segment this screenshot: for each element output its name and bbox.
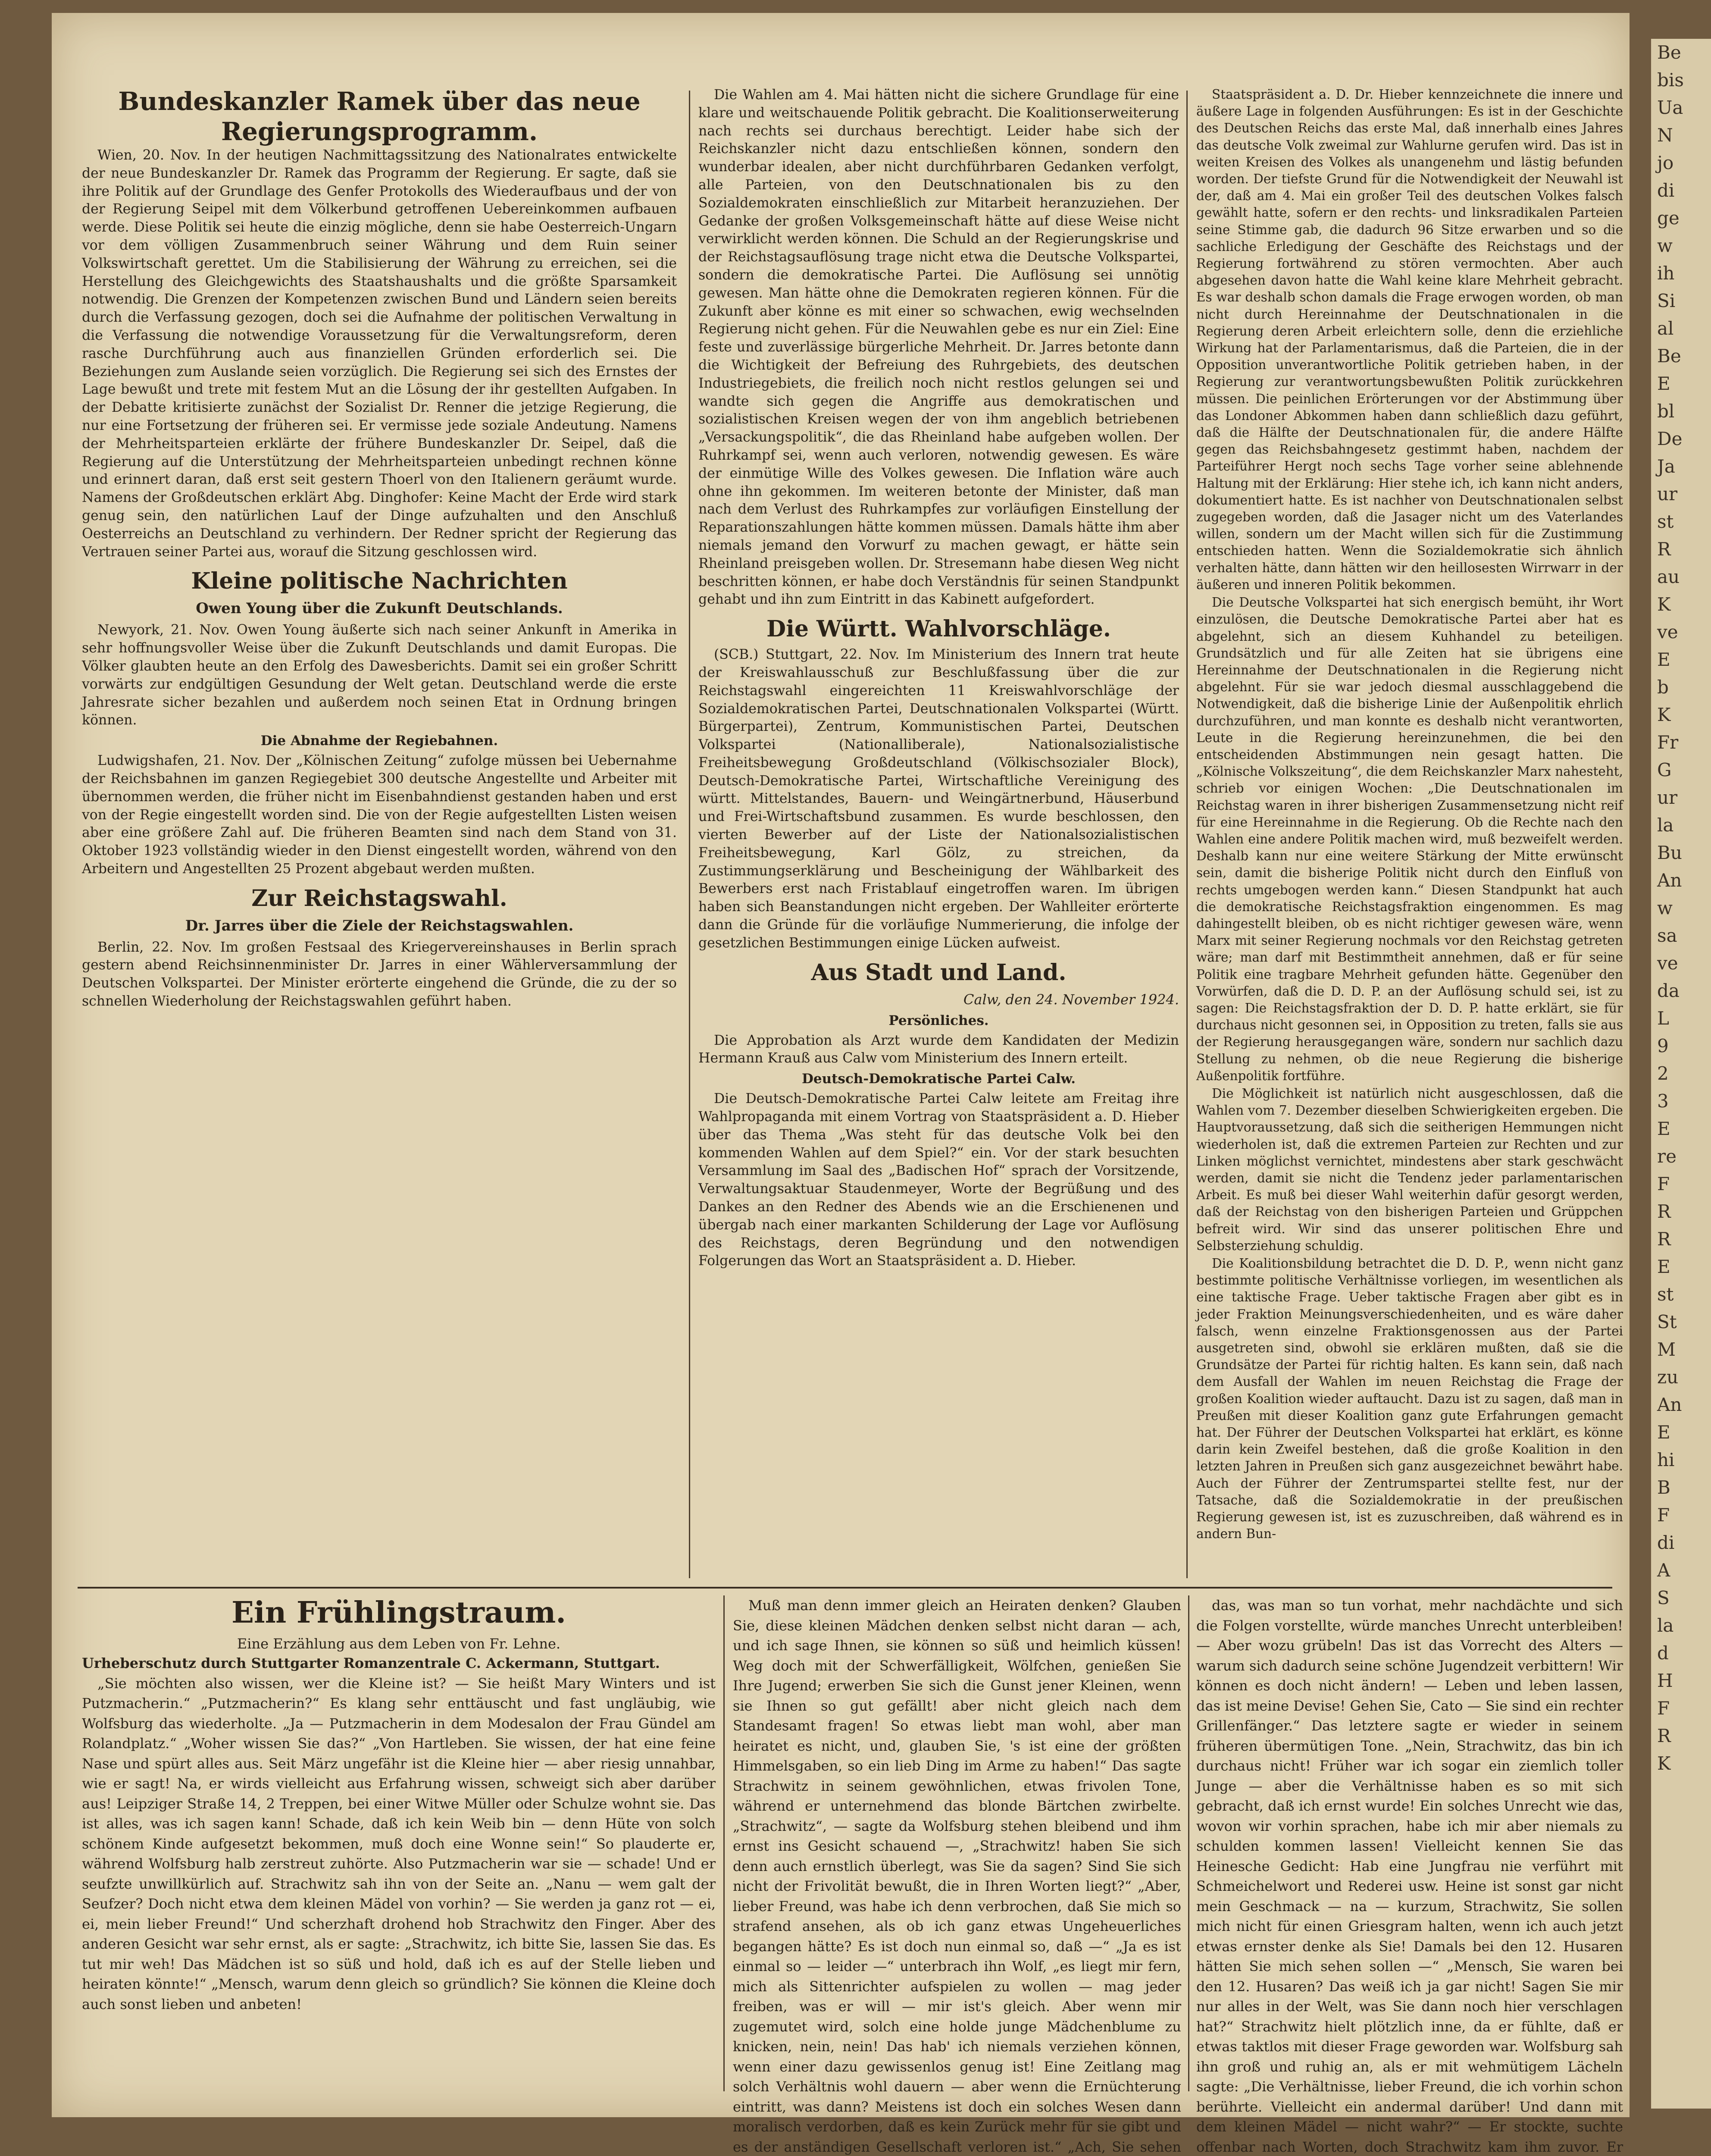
adjacent-page-fragment: la bbox=[1657, 815, 1674, 836]
adjacent-page-fragment: R bbox=[1657, 1725, 1671, 1746]
adjacent-page-fragment: Si bbox=[1657, 290, 1676, 311]
adjacent-page-fragment: Be bbox=[1657, 42, 1681, 63]
adjacent-page-fragment: au bbox=[1657, 566, 1680, 587]
adjacent-page-fragment: hi bbox=[1657, 1449, 1675, 1470]
adjacent-page-fragment: 9 bbox=[1657, 1035, 1669, 1056]
adjacent-page-fragment: d bbox=[1657, 1642, 1669, 1664]
story-divider-1 bbox=[723, 1595, 725, 2091]
adjacent-page-fragment: F bbox=[1657, 1698, 1670, 1719]
article-hieber-4: Die Koalitionsbildung betrachtet die D. D. P., wenn nicht ganz bestimmte politische Verhältnisse vorliegen, im wesentlichen als eine taktische Frage. Ueber taktische Fragen aber gibt es in jeder Fraktion Meinungsverschiedenheiten, und es wäre daher falsch, wenn einzelne Fraktionsgenossen aus der Partei ausgetreten sind, obwohl sie erklären mußten, daß sie die Grundsätze der Partei für richtig halten. Es kann sein, daß nach dem Ausfall der Wahlen im neuen Reichstag die Frage der großen Koalition wieder auftaucht. Dazu ist zu sagen, daß man in Preußen mit dieser Koalition ganz gute Erfahrungen gemacht hat. Der Führer der Deutschen Volkspartei hat erklärt, es könne darin kein Zweifel bestehen, daß die große Koalition in den letzten Jahren in Preußen sich ganz ausgezeichnet bewährt habe. Auch der Führer der Zentrumspartei stellte fest, nur der Tatsache, daß die Sozialdemokratie in der preußischen Regierung gewesen ist, ist es zuzuschreiben, daß während es in andern Bun- bbox=[1196, 1256, 1623, 1542]
column-1 bbox=[82, 86, 677, 1578]
adjacent-page-fragment: 2 bbox=[1657, 1063, 1669, 1084]
subheading-jarres: Dr. Jarres über die Ziele der Reichstagswahlen. bbox=[185, 917, 574, 934]
adjacent-page-fragment: N bbox=[1657, 125, 1673, 146]
adjacent-page-fragment: bis bbox=[1657, 69, 1684, 91]
adjacent-page-fragment: Bu bbox=[1657, 842, 1682, 863]
article-hieber-1: Staatspräsident a. D. Dr. Hieber kennzeichnete die innere und äußere Lage in folgenden Ausführungen: Es ist in der Geschichte des Deutschen Reichs das erste Mal, daß innerhalb eines Jahres das deutsche Volk zweimal zur Wahlurne gerufen wird. Das ist in weiten Kreisen des Volkes als unangenehm und lästig befunden worden. Der tiefste Grund für die Notwendigkeit der Neuwahl ist der, daß am 4. Mai ein großer Teil des deutschen Volkes falsch gewählt hatte, sofern er den rechts- und linksradikalen Parteien seine Stimme gab, die dadurch 96 Sitze erwarben und so die sachliche Erledigung der Geschäfte des Reichstags und der Regierung fortwährend zu stören vermochten. Aber auch abgesehen davon hatte die Wahl keine klare Mehrheit gebracht. Es war deshalb schon damals die Frage erwogen worden, ob man nicht durch Hereinnahme der Deutschnationalen in die Regierung deren Arbeit erleichtern solle, denn die erziehliche Wirkung hat der Parlamentarismus, daß die Parteien, die in der Opposition unverantwortliche Politik getrieben haben, in der Regierung zur verantwortungsbewußten Politik zurückkehren müssen. Die peinlichen Erörterungen vor der Abstimmung über das Londoner Abkommen haben dann schließlich dazu geführt, daß die Hälfte der Deutschnationalen für, die andere Hälfte gegen das Reichsbahngesetz gestimmt haben, nachdem der Parteiführer Hergt noch sechs Tage vorher seine ablehnende Haltung mit der Erklärung: Hier stehe ich, ich kann nicht anders, dokumentiert hatte. Es ist nachher von Deutschnationalen selbst zugegeben worden, daß die Jasager nicht um des Vaterlandes willen, sondern um der Macht willen sich für die Zustimmung entschieden hatten. Wenn die Sozialdemokratie sich ähnlich verhalten hätte, dann hätten wir den heillosesten Wirrwarr in der äußeren und inneren Politik bekommen. bbox=[1196, 87, 1623, 592]
headline-aus-stadt-und-land: Aus Stadt und Land. bbox=[811, 959, 1067, 986]
adjacent-page-fragment: Ua bbox=[1657, 97, 1683, 118]
adjacent-page-fragment: bl bbox=[1657, 401, 1675, 422]
adjacent-page-fragment: st bbox=[1657, 511, 1674, 532]
adjacent-page-fragment: E bbox=[1657, 1118, 1670, 1139]
article-ddp-calw: Die Deutsch-Demokratische Partei Calw leitete am Freitag ihre Wahlpropaganda mit einem Vortrag von Staatspräsident a. D. Hieber über das Thema „Was steht für das deutsche Volk bei den kommenden Wahlen auf dem Spiel?“ ein. Vor der stark besuchten Versammlung im Saal des „Badischen Hof“ sprach der Vorsitzende, Verwaltungsaktuar Staudenmeyer, Worte der Begrüßung und des Dankes an den Redner des Abends wie an die Erschienenen und übergab nach einer markanten Schilderung der Lage vor Auflösung des Reichstags, deren Begründung und den notwendigen Folgerungen das Wort an Staatspräsident a. D. Hieber. bbox=[698, 1091, 1179, 1269]
article-owen-young: Newyork, 21. Nov. Owen Young äußerte sich nach seiner Ankunft in Amerika in sehr hoffnungsvoller Weise über die Zukunft Deutschlands und damit Europas. Die Völker glaubten heute an den Erfolg des Dawesberichts. Damit sei ein großer Schritt vorwärts zur endgültigen Gesundung der Welt getan. Deutschland werde die erste Jahresrate sicher bezahlen und außerdem noch seinen Etat in Ordnung bringen können. bbox=[82, 622, 677, 728]
story-part-3: das, was man so tun vorhat, mehr nachdächte und sich die Folgen vorstellte, würde manches Unrecht unterbleiben! — Aber wozu grübeln! Das ist das Vorrecht des Alters — warum sich dadurch seine schöne Jugendzeit verbittern! Wir können es doch nicht ändern! — Leben und leben lassen, das ist meine Devise! Gehen Sie, Cato — Sie sind ein rechter Grillenfänger.“ Das letztere sagte er wieder in seinem früheren übermütigen Tone. „Nein, Strachwitz, das bin ich durchaus nicht! Früher war ich sogar ein ziemlich toller Junge — aber die Verhältnisse haben es so mit sich gebracht, daß ich ernst wurde! Ein solches Unrecht wie das, wovon wir vorhin sprachen, habe ich mir aber niemals zu schulden kommen lassen! Vielleicht kennen Sie das Heinesche Gedicht: Hab eine Jungfrau nie verführt mit Schmeichelwort und Rederei usw. Heine ist sonst gar nicht mein Geschmack — na — kurzum, Strachwitz, Sie sollen mich nicht für einen Griesgram halten, wenn ich auch jetzt etwas ernster denke als Sie! Damals bei den 12. Husaren hätten Sie mich sehen sollen —“ „Mensch, Sie waren bei den 12. Husaren? Das weiß ich ja gar nicht! Sagen Sie mir nur alles in der Welt, was Sie dann noch hier verschlagen hat?“ Strachwitz hielt plötzlich inne, da er fühlte, daß er etwas taktlos mit dieser Frage geworden war. Wolfsburg sah ihn groß und ruhig an, als er mit wehmütigem Lächeln sagte: „Die Verhältnisse, lieber Freund, die ich vorhin schon berührte. Vielleicht ein andermal darüber! Und dann mit dem kleinen Mädel — nicht wahr?“ — Er stockte, suchte offenbar nach Worten, doch Strachwitz kam ihm zuvor. Er bbox=[1196, 1597, 1623, 2155]
story-divider-2 bbox=[1188, 1595, 1189, 2091]
article-wahlvorschlaege: (SCB.) Stuttgart, 22. Nov. Im Ministerium des Innern trat heute der Kreiswahlausschuß zur Beschlußfassung über die zur Reichstagswahl eingereichten 11 Kreiswahlvorschläge der Sozialdemokratischen Partei, Deutschnationalen Volkspartei (Württ. Bürgerpartei), Zentrum, Kommunistischen Partei, Deutschen Volkspartei (Nationalliberale), Nationalsozialistische Freiheitsbewegung Großdeutschland (Völkischsozialer Block), Deutsch-Demokratische Partei, Wirtschaftliche Vereinigung des württ. Mittelstandes, Bauern- und Weingärtnerbund, Häuserbund und Frei-Wirtschaftsbund zusammen. Es wurde beschlossen, den vierten Bewerber auf der Liste der Nationalsozialistischen Freiheitsbewegung, Karl Gölz, zu streichen, da Zustimmungserklärung und Bescheinigung der Wählbarkeit des Bewerbers erst nach Fristablauf eingetroffen waren. Im übrigen haben sich Beanstandungen nicht ergeben. Der Wahlleiter erörterte dann die Gründe für die vorläufige Nummerierung, die infolge der gesetzlichen Bestimmungen einige Lücken aufweist. bbox=[698, 647, 1179, 951]
story-credit: Urheberschutz durch Stuttgarter Romanzentrale C. Ackermann, Stuttgart. bbox=[82, 1655, 660, 1671]
adjacent-page-fragment: K bbox=[1657, 1753, 1671, 1774]
story-column-1 bbox=[82, 1595, 716, 2091]
adjacent-page-fragment: ve bbox=[1657, 621, 1678, 642]
adjacent-page-fragment: ve bbox=[1657, 953, 1678, 974]
headline-kleine-nachrichten: Kleine politische Nachrichten bbox=[191, 568, 568, 595]
adjacent-page-fragment: An bbox=[1657, 1394, 1682, 1415]
adjacent-page-fragment: E bbox=[1657, 1422, 1670, 1443]
article-persoenliches: Die Approbation als Arzt wurde dem Kandidaten der Medizin Hermann Krauß aus Calw vom Ministerium des Innern erteilt. bbox=[698, 1032, 1179, 1066]
adjacent-page-fragment: K bbox=[1657, 704, 1671, 725]
adjacent-page-fragment: ur bbox=[1657, 787, 1678, 808]
adjacent-page-fragment: R bbox=[1657, 539, 1671, 560]
article-jarres: Berlin, 22. Nov. Im großen Festsaal des Kriegervereinshauses in Berlin sprach gestern abend Reichsinnenminister Dr. Jarres in einer Wählerversammlung der Deutschen Volkspartei. Der Minister erörterte eingehend die Gründe, die zu der so schnellen Wiederholung der Reichstagswahlen geführt haben. bbox=[82, 939, 677, 1009]
adjacent-page-edge bbox=[1651, 39, 1711, 2109]
adjacent-page-fragment: di bbox=[1657, 1532, 1675, 1553]
adjacent-page-fragment: B bbox=[1657, 1477, 1670, 1498]
adjacent-page-fragment: H bbox=[1657, 1670, 1673, 1691]
adjacent-page-fragment: sa bbox=[1657, 925, 1677, 946]
adjacent-page-fragment: E bbox=[1657, 649, 1670, 670]
adjacent-page-fragment: E bbox=[1657, 1256, 1670, 1277]
headline-wahlvorschlaege: Die Württ. Wahlvorschläge. bbox=[766, 616, 1111, 642]
adjacent-page-fragment: re bbox=[1657, 1146, 1677, 1167]
subheading-ddp-calw: Deutsch-Demokratische Partei Calw. bbox=[801, 1071, 1076, 1087]
subheading-regiebahnen: Die Abnahme der Regiebahnen. bbox=[260, 733, 498, 749]
story-part-2: Muß man denn immer gleich an Heiraten denken? Glauben Sie, diese kleinen Mädchen denken selbst nicht daran — ach, und ich sage Ihnen, sie können so süß und heimlich küssen! Weg doch mit der Schwerfälligkeit, Wölfchen, genießen Sie Ihre Jugend; erwerben Sie sich die Gunst jener Kleinen, wenn sie Ihnen so gut gefällt! aber nicht gleich nach dem Standesamt fragen! So etwas liebt man wohl, aber man heiratet es nicht, und, glauben Sie, 's ist eine der größten Himmelsgaben, so ein lieb Ding im Arme zu haben!“ Das sagte Strachwitz in seinem gewöhnlichen, etwas frivolen Tone, während er unternehmend das blonde Bärtchen zwirbelte. „Strachwitz“, — sagte da Wolfsburg stehen bleibend und ihm ernst ins Gesicht schauend —, „Strachwitz! haben Sie sich denn auch ernstlich überlegt, was Sie da sagen? Sind Sie sich nicht der Frivolität bewußt, die in Ihren Worten liegt?“ „Aber, lieber Freund, was habe ich denn verbrochen, daß Sie mich so strafend ansehen, als ob ich ganz etwas Ungeheuerliches begangen hätte? Es ist doch nun einmal so, daß —“ „Ja es ist einmal so — leider —“ unterbrach ihn Wolf, „es liegt mir fern, mich als Sittenrichter aufspielen zu wollen — mag jeder freiben, was er will — mir ist's gleich. Aber wenn mir zugemutet wird, solch eine holde junge Mädchenblume zu knicken, nein, nein! Das hab' ich niemals verziehen können, wenn einer dazu gewissenlos genug ist! Eine Zeitlang mag solch Verhältnis wohl dauern — aber wenn die Ernüchterung eintritt, was dann? Meistens ist doch ein solches Wesen dann moralisch verdorben, daß es kein Zurück mehr für sie gibt und es der anständigen Gesellschaft verloren ist.“ „Ach, Sie sehen bbox=[733, 1597, 1181, 2155]
adjacent-page-fragment: ih bbox=[1657, 263, 1675, 284]
feuilleton-divider bbox=[78, 1587, 1612, 1589]
adjacent-page-fragment: ge bbox=[1657, 207, 1680, 229]
adjacent-page-fragment: De bbox=[1657, 428, 1683, 449]
column-divider-1 bbox=[689, 91, 690, 1578]
article-ramek: Wien, 20. Nov. In der heutigen Nachmittagssitzung des Nationalrates entwickelte der neue Bundeskanzler Dr. Ramek das Programm der Regierung. Er sagte, daß sie ihre Politik auf der Grundlage des Genfer Protokolls des Wiederaufbaus und der von der Regierung Seipel mit dem Völkerbund getroffenen Uebereinkommen aufbauen werde. Diese Politik sei heute die einzig mögliche, denn sie habe Oesterreich-Ungarn vor dem völligen Zusammenbruch seiner Währung und dem Ruin seiner Volkswirtschaft gerettet. Um die Stabilisierung der Währung zu erreichen, sei die Herstellung des Gleichgewichts des Staatshaushalts und die größte Sparsamkeit notwendig. Die Grenzen der Kompetenzen zwischen Bund und Ländern seien bereits durch die Verfassung gezogen, doch sei die Aufnahme der politischen Verwaltung in die Verfassung die notwendige Voraussetzung für die Verwaltungsreform, deren rasche Durchführung auch aus finanziellen Gründen erforderlich sei. Die Beziehungen zum Auslande seien vorzüglich. Die Regierung sei sich des Ernstes der Lage bewußt und trete mit festem Mut an die Lösung der ihr gestellten Aufgaben. In der Debatte kritisierte zunächst der Sozialist Dr. Renner die jetzige Regierung, die nur eine Fortsetzung der früheren sei. Er vermisse jede soziale Andeutung. Namens der Mehrheitsparteien erklärte der frühere Bundeskanzler Dr. Seipel, daß die Regierung auf die Unterstützung der Mehrheitsparteien unbedingt rechnen könne und erinnert daran, daß erst seit gestern Thoerl von den Italienern geräumt wurde. Namens der Großdeutschen erklärt Abg. Dinghofer: Keine Macht der Erde wird stark genug sein, den natürlichen Lauf der Dinge aufzuhalten und den Anschluß Oesterreichs an Deutschland zu verhindern. Der Redner spricht der Regierung das Vertrauen seiner Partei aus, worauf die Sitzung geschlossen wird. bbox=[82, 147, 677, 560]
adjacent-page-fragment: w bbox=[1657, 897, 1673, 918]
column-3 bbox=[1196, 86, 1623, 1578]
adjacent-page-fragment: ur bbox=[1657, 483, 1678, 505]
column-2 bbox=[698, 86, 1179, 1578]
adjacent-page-fragment: R bbox=[1657, 1228, 1671, 1250]
story-title: Ein Frühlingstraum. bbox=[231, 1595, 566, 1630]
headline-ramek: Bundeskanzler Ramek über das neue Regierungsprogramm. bbox=[118, 87, 641, 146]
adjacent-page-fragment: 3 bbox=[1657, 1091, 1669, 1112]
adjacent-page-fragment: An bbox=[1657, 870, 1682, 891]
article-hieber-3: Die Möglichkeit ist natürlich nicht ausgeschlossen, daß die Wahlen vom 7. Dezember dieselben Schwierigkeiten ergeben. Die Hauptvoraussetzung, daß sich die seitherigen Hemmungen nicht wiederholen ist, daß die extremen Parteien zur Rechten und zur Linken möglichst vernichtet, mindestens aber stark geschwächt werden, damit sie nicht die Tendenz jeder parlamentarischen Arbeit. Es muß bei dieser Wahl weiterhin dafür gesorgt werden, daß der Reichstag von den bisherigen Parteien und Grüppchen befreit wird. Wir sind das unserer politischen Ehre und Selbsterziehung schuldig. bbox=[1196, 1086, 1623, 1253]
adjacent-page-fragment: E bbox=[1657, 373, 1670, 394]
adjacent-page-fragment: R bbox=[1657, 1201, 1671, 1222]
subheading-owen-young: Owen Young über die Zukunft Deutschlands. bbox=[196, 600, 563, 617]
adjacent-page-fragment: st bbox=[1657, 1284, 1674, 1305]
adjacent-page-fragment: Be bbox=[1657, 345, 1681, 367]
adjacent-page-fragment: al bbox=[1657, 318, 1674, 339]
adjacent-page-fragment: F bbox=[1657, 1504, 1670, 1526]
adjacent-page-fragment: S bbox=[1657, 1587, 1670, 1608]
article-jarres-continued: Die Wahlen am 4. Mai hätten nicht die sichere Grundlage für eine klare und weitschauende Politik gebracht. Die Koalitionserweiterung nach rechts sei durchaus berechtigt. Leider habe sich der Reichskanzler nicht dazu entschließen können, sondern den wunderbar idealen, aber nicht durchführbaren Gedanken verfolgt, alle Parteien, von den Deutschnationalen bis zu den Sozialdemokraten einschließlich zur Mitarbeit heranzuziehen. Der Gedanke der großen Volksgemeinschaft hätte auf diese Weise nicht verwirklicht werden können. Die Schuld an der Regierungskrise und der Reichstagsauflösung trage nicht etwa die Deutsche Volkspartei, sondern die demokratische Partei. Die Auflösung sei unnötig gewesen. Man hätte ohne die Demokraten regieren können. Für die Zukunft aber könne es mit einer so schwachen, ewig wechselnden Regierung nicht gehen. Für die Neuwahlen gebe es nur ein Ziel: Eine feste und zuverlässige bürgerliche Mehrheit. Dr. Jarres betonte dann die Wichtigkeit der Befreiung des Ruhrgebiets, des deutschen Industriegebiets, die freilich noch nicht restlos gelungen sei und wandte sich gegen die Angriffe aus demokratischen und sozialistischen Kreisen wegen der von ihm angeblich betriebenen „Versackungspolitik“, die das Rheinland habe aufgeben wollen. Der Ruhrkampf sei, wenn auch verloren, notwendig gewesen. Es wäre der einmütige Wille des Volkes gewesen. Die Inflation wäre auch ohne ihn gekommen. Im weiteren betonte der Minister, daß man nach dem Verlust des Ruhrkampfes zur vorläufigen Einstellung der Reparationszahlungen hätte kommen müssen. Damals hätte ihm aber niemals jemand den Vorwurf zu machen gewagt, er hätte sein Rheinland preisgeben wollen. Dr. Stresemann habe diesen Weg nicht beschritten können, er habe doch Verständnis für seinen Standpunkt gehabt und ihn zum Eintritt in das Kabinett aufgefordert. bbox=[698, 87, 1179, 608]
article-hieber-2: Die Deutsche Volkspartei hat sich energisch bemüht, ihr Wort einzulösen, die Deutsche Demokratische Partei aber hat es abgelehnt, sich an diesem Kuhhandel zu beteiligen. Grundsätzlich und für alle Zeiten hat sie übrigens eine Hereinnahme der Deutschnationalen in die Regierung nicht abgelehnt. Für sie war jedoch diesmal ausschlaggebend die Notwendigkeit, daß die bisherige Linie der Außenpolitik ehrlich durchzuführen, und man konnte es deshalb nicht verantworten, Leute in die Regierung hereinzunehmen, die bei den entscheidenden Abstimmungen nein gesagt hatten. Die „Kölnische Volkszeitung“, die dem Reichskanzler Marx nahesteht, schrieb vor einigen Wochen: „Die Deutschnationalen im Reichstag waren in ihrer bisherigen Zusammensetzung nicht reif für eine Hereinnahme in die Regierung. Ob die Rechte nach den Wahlen eine andere Politik machen wird, muß bezweifelt werden. Deshalb kann nur eine weitere Stärkung der Mitte erwünscht sein, damit die bisherige Politik nicht durch den Einfluß von rechts umgebogen werden kann.“ Diesen Standpunkt hat auch die demokratische Reichstagsfraktion eingenommen. Es mag dahingestellt bleiben, ob es nicht richtiger gewesen wäre, wenn Marx mit seiner Regierung nochmals vor den Reichstag getreten wäre; man darf mit Bestimmtheit annehmen, daß er für seine Politik eine tragbare Mehrheit gefunden hätte. Gegenüber den Vorwürfen, daß die D. D. P. an der Auflösung schuld sei, ist zu sagen: Die Reichstagsfraktion der D. D. P. hatte erklärt, sie für durchaus nicht gesonnen sei, in Opposition zu treten, falls sie aus der Regierung herausgegangen wäre, sondern nur sachlich dazu Stellung zu nehmen, ob die neue Regierung die bisherige Außenpolitik fortführe. bbox=[1196, 595, 1623, 1083]
subheading-persoenliches: Persönliches. bbox=[888, 1012, 989, 1028]
adjacent-page-fragment: di bbox=[1657, 180, 1675, 201]
adjacent-page-fragment: L bbox=[1657, 1008, 1669, 1029]
adjacent-page-fragment: G bbox=[1657, 759, 1672, 780]
story-column-3 bbox=[1196, 1595, 1623, 2155]
article-regiebahnen: Ludwigshafen, 21. Nov. Der „Kölnischen Zeitung“ zufolge müssen bei Uebernahme der Reichsbahnen im ganzen Regiegebiet 300 deutsche Angestellte und Arbeiter mit übernommen werden, die früher nicht im Eisenbahndienst gestanden haben und erst von der Regie eingestellt worden sind. Die von der Regie aufgestellten Listen weisen aber eine größere Zahl auf. Die früheren Beamten sind nach dem Stand von 31. Oktober 1923 vollständig wieder in den Dienst eingestellt worden, während von den Arbeitern und Angestellten 25 Prozent abgebaut werden mußten. bbox=[82, 753, 677, 877]
adjacent-page-fragment: Fr bbox=[1657, 732, 1679, 753]
adjacent-page-fragment: da bbox=[1657, 980, 1680, 1001]
adjacent-page-fragment: F bbox=[1657, 1173, 1670, 1194]
newspaper-page bbox=[52, 13, 1630, 2155]
adjacent-page-fragment: Ja bbox=[1657, 456, 1675, 477]
adjacent-page-fragment: M bbox=[1657, 1339, 1676, 1360]
adjacent-page-fragment: b bbox=[1657, 677, 1669, 698]
story-part-1: „Sie möchten also wissen, wer die Kleine ist? — Sie heißt Mary Winters und ist Putzmacherin.“ „Putzmacherin?“ Es klang sehr enttäuscht und fast ungläubig, wie Wolfsburg das wiederholte. „Ja — Putzmacherin in dem Modesalon der Frau Gündel am Rolandplatz.“ „Woher wissen Sie das?“ „Von Hartleben. Sie wissen, der hat eine feine Nase und spürt alles aus. Seit März ungefähr ist die Kleine hier — aber riesig unnahbar, wie er sagt! Na, er wirds vielleicht aus Erfahrung wissen, schweigt sich aber darüber aus! Leipziger Straße 14, 2 Treppen, bei einer Witwe Müller oder Schulze wohnt sie. Das ist alles, was ich sagen kann! Schade, daß ich kein Weib bin — denn Hüte von solch schönem Kinde aufgesetzt bekommen, muß doch eine Wonne sein!“ So plauderte er, während Wolfsburg halb zerstreut zuhörte. Also Putzmacherin war sie — schade! Und er seufzte unwillkürlich auf. Strachwitz sah ihn von der Seite an. „Nanu — wem galt der Seufzer? Doch nicht etwa dem kleinen Mädel von vorhin? — Sie werden ja ganz rot — ei, ei, mein lieber Freund!“ Und scherzhaft drohend hob Strachwitz den Finger. Aber des anderen Gesicht war sehr ernst, als er sagte: „Strachwitz, ich bitte Sie, lassen Sie das. Es tut mir weh! Das Mädchen ist so süß und hold, daß ich es auf der Stelle lieben und heiraten könnte!“ „Mensch, warum denn gleich so gründlich? Sie können die Kleine doch auch sonst lieben und anbeten! bbox=[82, 1675, 716, 2012]
adjacent-page-fragment: zu bbox=[1657, 1366, 1679, 1388]
adjacent-page-fragment: St bbox=[1657, 1311, 1677, 1332]
dateline: Calw, den 24. November 1924. bbox=[963, 991, 1179, 1008]
adjacent-page-fragment: A bbox=[1657, 1560, 1670, 1581]
story-column-2 bbox=[733, 1595, 1181, 2155]
headline-reichstagswahl: Zur Reichstagswahl. bbox=[251, 885, 507, 912]
column-divider-2 bbox=[1186, 91, 1188, 1578]
story-byline: Eine Erzählung aus dem Leben von Fr. Lehne. bbox=[237, 1636, 561, 1652]
adjacent-page-fragment: w bbox=[1657, 235, 1673, 256]
adjacent-page-fragment: K bbox=[1657, 594, 1671, 615]
adjacent-page-fragment: la bbox=[1657, 1615, 1674, 1636]
adjacent-page-fragment: jo bbox=[1657, 152, 1674, 173]
